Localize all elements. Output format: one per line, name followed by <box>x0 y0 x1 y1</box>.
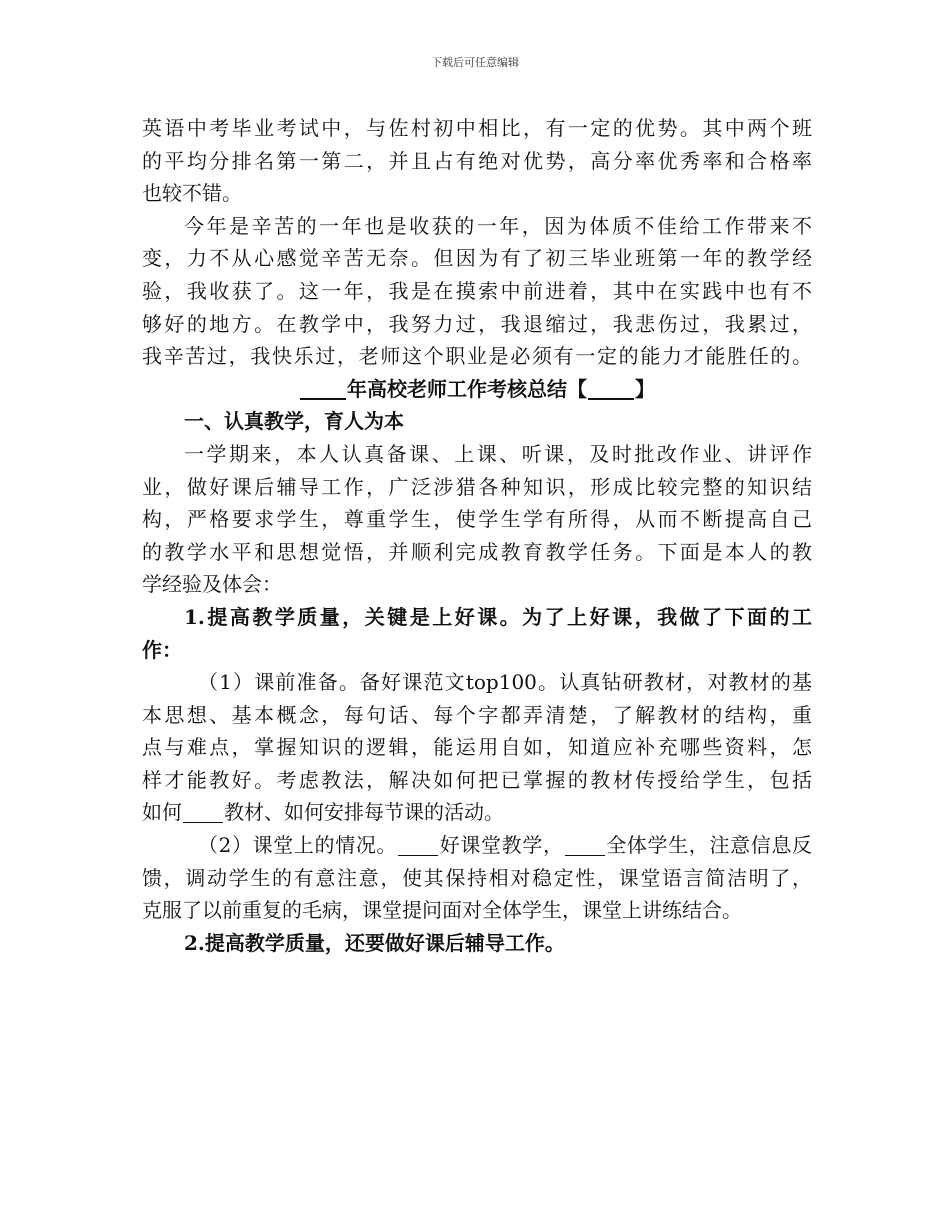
text-blank <box>183 804 223 823</box>
paragraph-line: 学经验及体会： <box>142 572 282 597</box>
paragraph-line: 我辛苦过，我快乐过，老师这个职业是必须有一定的能力才能胜任的。 <box>142 344 812 369</box>
document-body <box>142 112 812 959</box>
paragraph-line: 英语中考毕业考试中，与佐村初中相比，有一定的优势。其中两个班 <box>142 116 812 140</box>
paragraph-line: 如何 教材、如何安排每节课的活动。 <box>142 800 504 825</box>
paragraph-line: 的平均分排名第一第二，并且占有绝对优势，高分率优秀率和合格率 <box>142 148 812 173</box>
item-heading: 2.提高教学质量，还要做好课后辅导工作。 <box>184 930 565 955</box>
paragraph-line: 点与难点，掌握知识的逻辑，能运用自如，知道应补充哪些资料，怎 <box>142 735 812 760</box>
paragraph-line: 馈，调动学生的有意注意，使其保持相对稳定性，课堂语言简洁明了， <box>142 865 812 890</box>
paragraph-line: 一学期来，本人认真备课、上课、听课，及时批改作业、讲评作 <box>184 441 812 466</box>
paragraph-line: 克服了以前重复的毛病，课堂提问面对全体学生，课堂上讲练结合。 <box>142 898 742 923</box>
paragraph-line: 样才能教好。考虑教法，解决如何把已掌握的教材传授给学生，包括 <box>142 767 812 792</box>
item-heading: 作： <box>142 637 182 662</box>
paragraph-line: （1）课前准备。备好课范文top100。认真钻研教材，对教材的基 <box>198 670 812 695</box>
paragraph-line: 今年是辛苦的一年也是收获的一年，因为体质不佳给工作带来不 <box>184 213 812 238</box>
text-blank <box>565 837 605 856</box>
page-header: 下载后可任意编辑 <box>431 56 519 69</box>
title-blank <box>300 380 346 400</box>
paragraph-line: 构，严格要求学生，尊重学生，使学生学有所得，从而不断提高自己 <box>142 507 812 532</box>
section-heading: 一、认真教学，育人为本 <box>184 409 404 434</box>
paragraph-line: 的教学水平和思想觉悟，并顺利完成教育教学任务。下面是本人的教 <box>142 539 812 564</box>
item-heading: 1.提高教学质量，关键是上好课。为了上好课，我做了下面的工 <box>184 604 812 629</box>
paragraph-line: 够好的地方。在教学中，我努力过，我退缩过，我悲伤过，我累过， <box>142 311 812 336</box>
paragraph-line: 验，我收获了。这一年，我是在摸索中前进着，其中在实践中也有不 <box>142 278 812 303</box>
paragraph-line: 本思想、基本概念，每句话、每个字都弄清楚，了解教材的结构，重 <box>142 702 812 727</box>
paragraph-line: 业，做好课后辅导工作，广泛涉猎各种知识，形成比较完整的知识结 <box>142 474 812 499</box>
paragraph-line: （2）课堂上的情况。 好课堂教学， 全体学生，注意信息反 <box>198 833 813 858</box>
paragraph-line: 变，力不从心感觉辛苦无奈。但因为有了初三毕业班第一年的教学经 <box>142 246 812 271</box>
text-blank <box>398 837 438 856</box>
title-blank <box>588 380 634 400</box>
paragraph-line: 也较不错。 <box>142 181 242 206</box>
document-title: 年高校老师工作考核总结【 】 <box>142 373 812 406</box>
